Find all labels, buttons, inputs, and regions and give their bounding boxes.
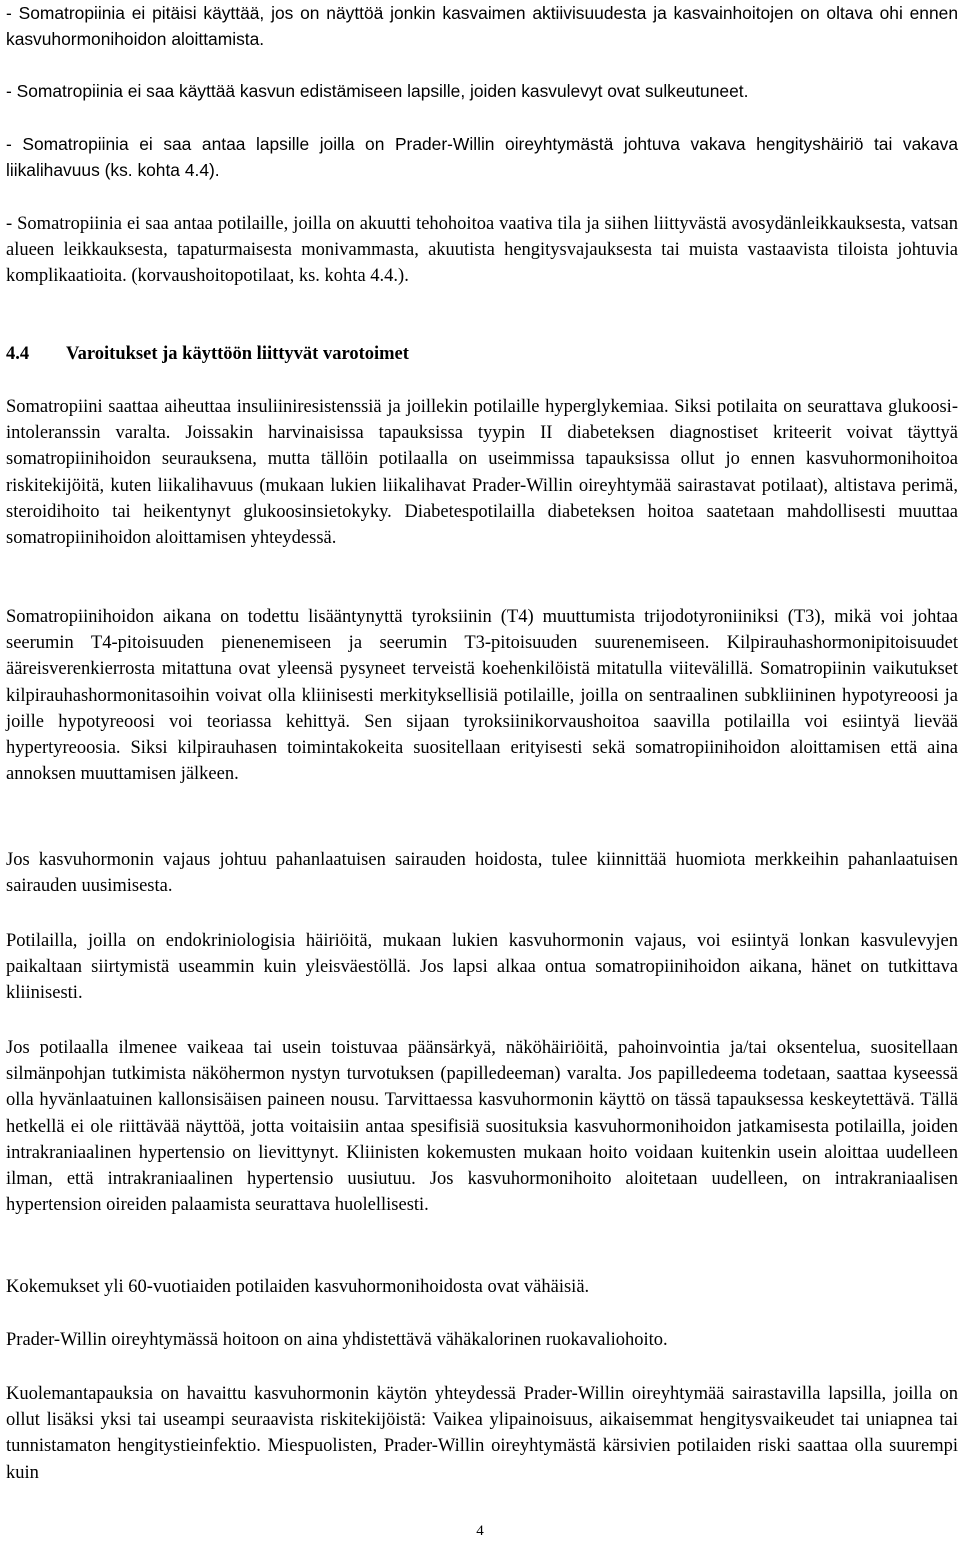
paragraph-thyroid: Somatropiinihoidon aikana on todettu lisääntynyttä tyroksiinin (T4) muuttumista trijodotyroniiniksi (T3), mikä voi johtaa seerumin T4-pitoisuuden pienenemiseen ja seerumin T3-pitoisuuden suurenemiseen. Kilpirauhashormonipitoisuudet ääreisverenkierrosta mitattuna ovat yleensä pysyneet terveistä koehenkilöistä mitatulla viitevälillä. Somatropiinin vaikutukset kilpirauhashormonitasoihin voivat olla kliinisesti merkityksellisiä potilaille, joilla on sentraalinen subkliininen hypotyreoosi ja joille hypotyreoosi voi teoriassa kehittyä. Sen sijaan tyroksiinikorvaushoitoa saavilla potilailla voi esiintyä lievää hypertyreoosia. Siksi kilpirauhasen toimintakokeita suositellaan erityisesti sekä somatropiinihoidon aloittamisen että aina annoksen muuttamisen jälkeen. [6,607,958,785]
section-number: 4.4 [6,344,30,364]
paragraph-intracranial-hypertension: Jos potilaalla ilmenee vaikeaa tai usein toistuvaa päänsärkyä, näköhäiriöitä, pahoinvointia ja/tai oksentelua, suositellaan silmänpohjan tutkimista näköhermon nystyn turvotuksen (papilledeeman) varalta. Jos papilledeema todetaan, saattaa kyseessä olla hyvänlaatuinen kallonsisäisen paineen nousu. Tarvittaessa kasvuhormonin käyttö on tässä tapauksessa keskeytettävä. Tällä hetkellä ei ole riittävää näyttöä, jotta voitaisiin antaa spesifisiä suosituksia kasvuhormonihoidon jatkamisesta potilailla, joiden intrakraniaalinen hypertensio on lievittynyt. Kliinisten kokemusten mukaan hoito voidaan kuitenkin usein aloittaa uudelleen ilman, että intrakraniaalinen hypertensio uusiutuu. Jos kasvuhormonihoito aloitetaan uudelleen, on intrakraniaalisen hypertension oireiden palaamista seurattava huolellisesti. [6,1038,958,1216]
paragraph-malignancy-recurrence: Jos kasvuhormonin vajaus johtuu pahanlaatuisen sairauden hoidosta, tulee kiinnittää huomiota merkkeihin pahanlaatuisen sairauden uusimisesta. [6,850,958,897]
paragraph-epiphysis-slipping: Potilailla, joilla on endokriniologisia häiriöitä, mukaan lukien kasvuhormonin vajaus, voi esiintyä lonkan kasvulevyjen paikaltaan siirtymistä useammin kuin yleisväestöllä. Jos lapsi alkaa ontua somatropiinihoidon aikana, hänet on tutkittava kliinisesti. [6,931,958,1004]
paragraph-prader-willi-diet: Prader-Willin oireyhtymässä hoitoon on aina yhdistettävä vähäkalorinen ruokavaliohoito. [6,1330,668,1350]
bullet-contraindication-tumor: - Somatropiinia ei pitäisi käyttää, jos on näyttöä jonkin kasvaimen aktiivisuudesta ja kasvainhoitojen on oltava ohi ennen kasvuhormonihoidon aloittamista. [6,3,958,50]
page-number: 4 [476,1523,484,1539]
bullet-contraindication-acute-critical-illness: - Somatropiinia ei saa antaa potilaille, joilla on akuutti tehohoitoa vaativa tila ja siihen liittyvästä avosydänleikkauksesta, vatsan alueen leikkauksesta, tapaturmaisesta monivammasta, akuutista hengitysvajauksesta tai muista vastaavista tiloista johtuvia komplikaatioita. (korvaushoitopotilaat, ks. kohta 4.4.). [6,214,958,287]
paragraph-elderly-experience: Kokemukset yli 60-vuotiaiden potilaiden kasvuhormonihoidosta ovat vähäisiä. [6,1277,590,1297]
paragraph-prader-willi-deaths: Kuolemantapauksia on havaittu kasvuhormonin käytön yhteydessä Prader-Willin oireyhtymää sairastavilla lapsilla, joilla on ollut lisäksi yksi tai useampi seuraavista riskitekijöistä: Vaikea ylipainoisuus, aikaisemmat hengitysvaikeudet tai uniapnea tai tunnistamaton hengitystieinfektio. Miespuolisten, Prader-Willin oireyhtymästä kärsivien potilaiden riski saattaa olla suurempi kuin [6,1384,958,1483]
bullet-contraindication-prader-willi: - Somatropiinia ei saa antaa lapsille joilla on Prader-Willin oireyhtymästä johtuva vakava hengityshäiriö tai vakava liikalihavuus (ks. kohta 4.4). [6,134,958,181]
section-heading [6,341,958,367]
section-title: Varoitukset ja käyttöön liittyvät varotoimet [66,344,409,364]
bullet-contraindication-closed-epiphyses: - Somatropiinia ei saa käyttää kasvun edistämiseen lapsille, joiden kasvulevyt ovat sulkeutuneet. [6,81,749,101]
paragraph-insulin-resistance: Somatropiini saattaa aiheuttaa insuliiniresistenssiä ja joillekin potilaille hyperglykemiaa. Siksi potilaita on seurattava glukoosi-intoleranssin varalta. Joissakin harvinaisissa tapauksissa tyypin II diabeteksen diagnostiset kriteerit voivat täyttyä somatropiinihoidon seurauksena, mutta tällöin potilaalla on useimmissa tapauksissa ollut jo ennen kasvuhormonihoitoa riskitekijöitä, kuten liikalihavuus (mukaan lukien liikalihavat Prader-Willin oireyhtymää sairastavat potilaat), altistava perimä, steroidihoito tai heikentynyt glukoosinsietokyky. Diabetespotilailla diabeteksen hoitoa saatetaan mahdollisesti muuttaa somatropiinihoidon aloittamisen yhteydessä. [6,397,958,549]
